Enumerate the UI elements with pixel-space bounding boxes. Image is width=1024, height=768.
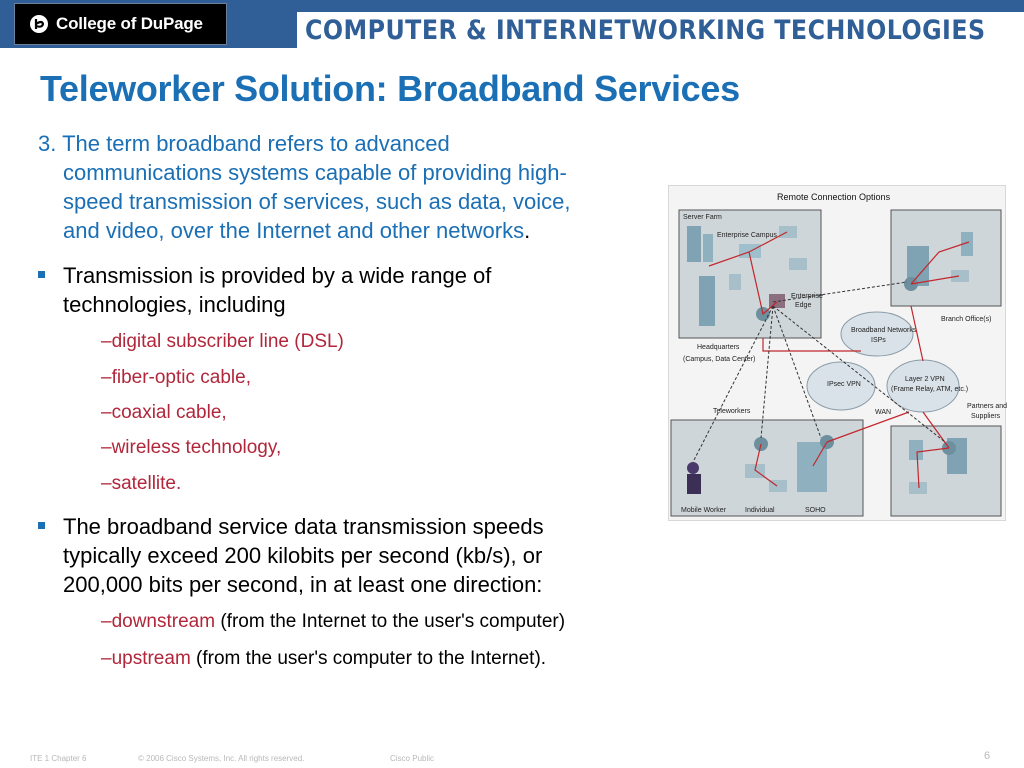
bullet-marker-icon [38, 271, 45, 278]
l2vpn-label-1: Layer 2 VPN [905, 376, 945, 383]
brand-box [297, 12, 1024, 48]
partners-label-1: Partners and [967, 403, 1007, 410]
server-icon [909, 440, 923, 460]
bullet-transmission [38, 261, 668, 319]
downstream-text: (from the Internet to the user's computer) [215, 611, 566, 632]
upstream-text: (from the user's computer to the Internet). [190, 648, 547, 669]
mobile-worker-label: Mobile Worker [681, 507, 726, 514]
teleworkers-label: Teleworkers [713, 408, 751, 415]
college-logo-icon [29, 14, 49, 34]
broadband-label-1: Broadband Networks [851, 327, 917, 334]
slide-title: Teleworker Solution: Broadband Services [40, 68, 740, 109]
diagram-canvas [669, 186, 1007, 522]
pc-icon [745, 464, 765, 478]
headquarters-label-1: Headquarters [697, 344, 740, 351]
college-logo [14, 3, 227, 45]
mobile-worker-icon [687, 462, 699, 474]
bullet-2-line-1: The broadband service data transmission speeds [63, 514, 544, 539]
bullet-1-line-1: Transmission is provided by a wide range of [63, 263, 492, 288]
intro-period: . [524, 218, 531, 243]
branch-label: Branch Office(s) [941, 316, 992, 323]
pc-icon [779, 226, 797, 238]
broadband-cloud [841, 312, 913, 356]
header-banner [0, 0, 1024, 48]
firewall-icon [769, 294, 785, 308]
downstream-label: –downstream [101, 611, 216, 632]
intro-paragraph [38, 129, 668, 245]
wan-label: WAN [875, 409, 892, 416]
enterprise-edge-label-1: Enterprise [791, 293, 823, 300]
phone-icon [789, 258, 807, 270]
footer-classification: Cisco Public [390, 754, 435, 763]
upstream-label: –upstream [101, 648, 191, 669]
individual-label: Individual [745, 507, 775, 514]
sub-item-fiber: –fiber-optic cable, [101, 367, 251, 388]
intro-line-3: speed transmission of services, such as data, voice, [63, 189, 571, 214]
intro-line-4 [38, 216, 668, 245]
sub-item-satellite: –satellite. [101, 473, 182, 494]
pc-icon [729, 274, 741, 290]
brand-text: COMPUTER & INTERNETWORKING TECHNOLOGIES [305, 14, 986, 46]
sub-item-wireless: –wireless technology, [101, 437, 282, 458]
diagram-title: Remote Connection Options [777, 192, 891, 202]
teleworkers-box [671, 420, 863, 516]
soho-label: SOHO [805, 507, 826, 514]
server-icon [703, 234, 713, 262]
mobile-worker-body [687, 474, 701, 494]
phone-icon [909, 482, 927, 494]
sub-item-dsl: –digital subscriber line (DSL) [101, 331, 344, 352]
page-number: 6 [984, 750, 991, 762]
enterprise-campus-label: Enterprise Campus [717, 232, 777, 239]
building-icon [699, 276, 715, 326]
bullet-2-line-2: typically exceed 200 kilobits per second (kb/s), or [63, 543, 543, 568]
partners-box [891, 426, 1001, 516]
sub-item-upstream [101, 647, 546, 671]
ipsec-label: IPsec VPN [827, 381, 861, 388]
logo-text: College of DuPage [56, 14, 203, 33]
footer-copyright: © 2006 Cisco Systems, Inc. All rights reserved. [138, 754, 305, 763]
l2vpn-label-2: (Frame Relay, ATM, etc.) [891, 386, 969, 393]
server-farm-label: Server Farm [683, 214, 722, 221]
bullet-1-line-2: technologies, including [63, 292, 286, 317]
bullet-speeds [38, 512, 668, 599]
sub-item-coaxial: –coaxial cable, [101, 402, 227, 423]
partners-label-2: Suppliers [971, 413, 1001, 420]
server-icon [687, 226, 701, 262]
intro-line-1: 3. The term broadband refers to advanced [38, 131, 450, 156]
intro-line-2: communications systems capable of providing high- [63, 160, 567, 185]
footer-chapter: ITE 1 Chapter 6 [30, 754, 87, 763]
enterprise-edge-label-2: Edge [795, 302, 812, 309]
sub-item-downstream [101, 610, 565, 634]
headquarters-label-2: (Campus, Data Center) [683, 356, 756, 363]
phone-icon [951, 270, 969, 282]
bullet-2-line-3: 200,000 bits per second, in at least one direction: [63, 572, 543, 597]
remote-connection-diagram [668, 185, 1006, 521]
broadband-label-2: ISPs [871, 337, 886, 344]
bullet-marker-icon [38, 522, 45, 529]
intro-line-4-text: and video, over the Internet and other networks [63, 218, 525, 243]
